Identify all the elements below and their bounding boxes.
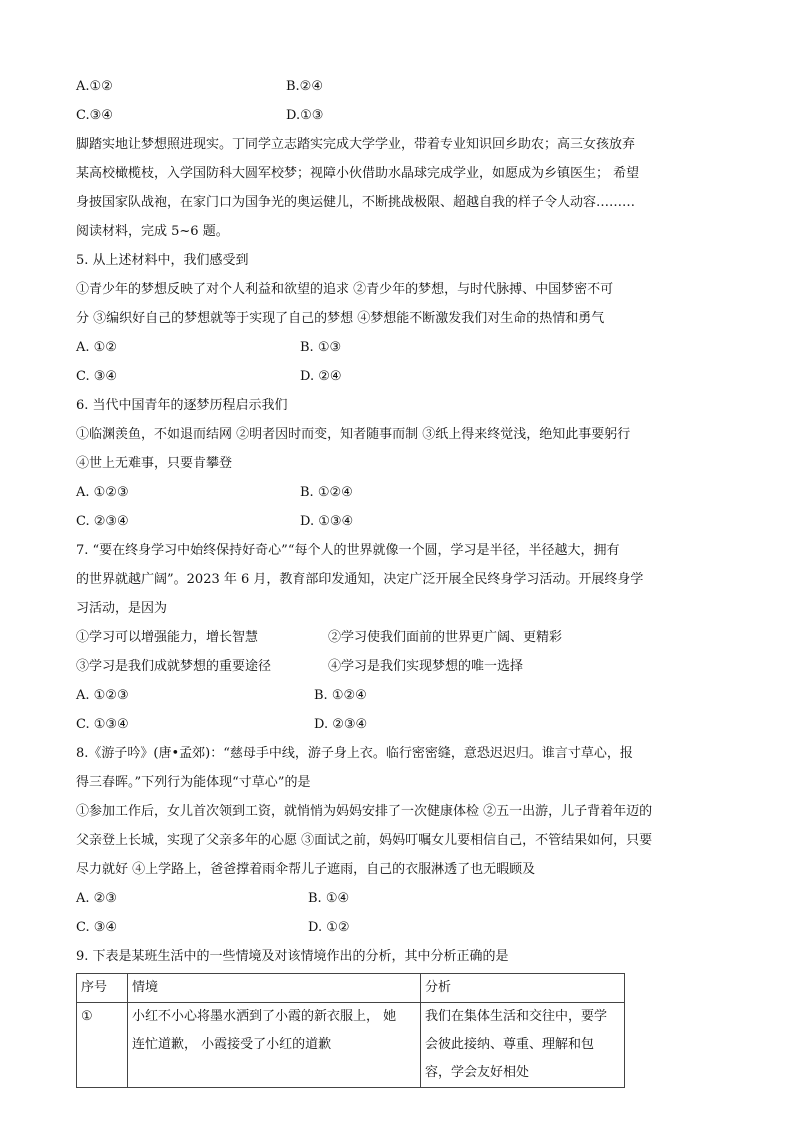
q8-option-c: C. ③④ bbox=[76, 920, 118, 935]
scene-line: 小红不小心将墨水洒到了小霞的新衣服上， 她 bbox=[132, 1009, 397, 1024]
q6-option-b: B. ①②④ bbox=[300, 485, 353, 500]
q8-option-b: B. ①④ bbox=[308, 891, 350, 906]
q9-stem: 9. 下表是某班生活中的一些情境及对该情境作出的分析，其中分析正确的是 bbox=[76, 949, 509, 964]
q7-statement-2: ②学习使我们面前的世界更广阔、更精彩 bbox=[328, 630, 563, 645]
passage-line: 脚踏实地让梦想照进现实。丁同学立志踏实完成大学学业，带着专业知识回乡助农；高三女孩放弃 bbox=[76, 137, 636, 152]
q7-option-c: C. ①③④ bbox=[76, 717, 129, 732]
q6-statement-line: ①临渊羡鱼，不如退而结网 ②明者因时而变，知者随事而制 ③纸上得来终觉浅，绝知此事要躬行 bbox=[76, 427, 631, 442]
q7-stem-line: 习活动，是因为 bbox=[76, 601, 168, 616]
q7-statements-row-1 bbox=[76, 623, 706, 652]
table-header-scene: 情境 bbox=[128, 974, 421, 1003]
q8-option-a: A. ②③ bbox=[76, 891, 117, 906]
q4-option-d: D.①③ bbox=[286, 108, 324, 123]
q5-statement-line: ①青少年的梦想反映了对个人利益和欲望的追求 ②青少年的梦想，与时代脉搏、中国梦密不可 bbox=[76, 282, 614, 297]
table-cell-no: ① bbox=[77, 1003, 128, 1088]
table-row bbox=[77, 1003, 625, 1088]
q8-options-row-2 bbox=[76, 913, 706, 942]
q7-statement-3: ③学习是我们成就梦想的重要途径 bbox=[76, 659, 272, 674]
q6-option-d: D. ①③④ bbox=[300, 514, 354, 529]
q6-stem: 6. 当代中国青年的逐梦历程启示我们 bbox=[76, 398, 288, 413]
q5-options-row-2 bbox=[76, 362, 706, 391]
table-header-analysis: 分析 bbox=[421, 974, 625, 1003]
q4-options-row-2 bbox=[76, 101, 706, 130]
q5-option-a: A. ①② bbox=[76, 340, 117, 355]
q5-option-c: C. ③④ bbox=[76, 369, 118, 384]
q8-stem-line: 8.《游子吟》(唐•孟郊)：“慈母手中线，游子身上衣。临行密密缝，意恐迟迟归。谁言寸草心，报 bbox=[76, 746, 633, 761]
q5-option-b: B. ①③ bbox=[300, 340, 342, 355]
q7-options-row-1 bbox=[76, 681, 706, 710]
table-header-no: 序号 bbox=[77, 974, 128, 1003]
q8-statement-line: 父亲登上长城，实现了父亲多年的心愿 ③面试之前，妈妈叮嘱女儿要相信自己，不管结果如何，只要 bbox=[76, 833, 653, 848]
q7-statement-1: ①学习可以增强能力，增长智慧 bbox=[76, 630, 259, 645]
q8-statement-line: 尽力就好 ④上学路上，爸爸撑着雨伞帮儿子遮雨，自己的衣服淋透了也无暇顾及 bbox=[76, 862, 536, 877]
q7-stem-line: 7. “要在终身学习中始终保持好奇心”“每个人的世界就像一个圆，学习是半径，半径越大，拥有 bbox=[76, 543, 620, 558]
analysis-line: 会彼此接纳、尊重、理解和包 bbox=[425, 1037, 595, 1052]
scene-line: 连忙道歉， 小霞接受了小红的道歉 bbox=[132, 1037, 332, 1052]
q6-statement-line: ④世上无难事，只要肯攀登 bbox=[76, 456, 233, 471]
q9-table bbox=[76, 973, 625, 1088]
q7-option-a: A. ①②③ bbox=[76, 688, 129, 703]
q5-stem: 5. 从上述材料中，我们感受到 bbox=[76, 253, 249, 268]
q7-options-row-2 bbox=[76, 710, 706, 739]
q8-stem-line: 得三春晖。”下列行为能体现“寸草心”的是 bbox=[76, 775, 311, 790]
q5-statement-line: 分 ③编织好自己的梦想就等于实现了自己的梦想 ④梦想能不断激发我们对生命的热情和勇气 bbox=[76, 311, 605, 326]
q4-option-a: A.①② bbox=[76, 79, 113, 94]
q4-option-c: C.③④ bbox=[76, 108, 113, 123]
passage-instruction: 阅读材料，完成 5~6 题。 bbox=[76, 224, 229, 239]
document-page bbox=[76, 72, 706, 1088]
q8-statement-line: ①参加工作后，女儿首次领到工资，就悄悄为妈妈安排了一次健康体检 ②五一出游，儿子背着年迈的 bbox=[76, 804, 653, 819]
table-header-row bbox=[77, 974, 625, 1003]
q7-option-d: D. ②③④ bbox=[314, 717, 368, 732]
q7-statement-4: ④学习是我们实现梦想的唯一选择 bbox=[328, 659, 524, 674]
q8-options-row-1 bbox=[76, 884, 706, 913]
analysis-line: 容，学会友好相处 bbox=[425, 1065, 530, 1080]
q6-option-a: A. ①②③ bbox=[76, 485, 129, 500]
table-cell-analysis bbox=[421, 1003, 625, 1088]
q8-option-d: D. ①② bbox=[308, 920, 350, 935]
analysis-line: 我们在集体生活和交往中，要学 bbox=[425, 1009, 608, 1024]
q7-statements-row-2 bbox=[76, 652, 706, 681]
q6-option-c: C. ②③④ bbox=[76, 514, 129, 529]
q6-options-row-2 bbox=[76, 507, 706, 536]
q7-option-b: B. ①②④ bbox=[314, 688, 367, 703]
q7-stem-line: 的世界就越广阔”。2023 年 6 月，教育部印发通知，决定广泛开展全民终身学习活动。开展终身学 bbox=[76, 572, 644, 587]
passage-line: 身披国家队战袍，在家门口为国争光的奥运健儿，不断挑战极限、超越自我的样子令人动容……… bbox=[76, 195, 636, 210]
q5-option-d: D. ②④ bbox=[300, 369, 342, 384]
q6-options-row-1 bbox=[76, 478, 706, 507]
q4-option-b: B.②④ bbox=[286, 79, 323, 94]
q4-options-row-1 bbox=[76, 72, 706, 101]
table-cell-scene bbox=[128, 1003, 421, 1088]
passage-line: 某高校橄榄枝，入学国防科大圆军校梦；视障小伙借助水晶球完成学业，如愿成为乡镇医生； 希望 bbox=[76, 166, 640, 181]
q5-options-row-1 bbox=[76, 333, 706, 362]
